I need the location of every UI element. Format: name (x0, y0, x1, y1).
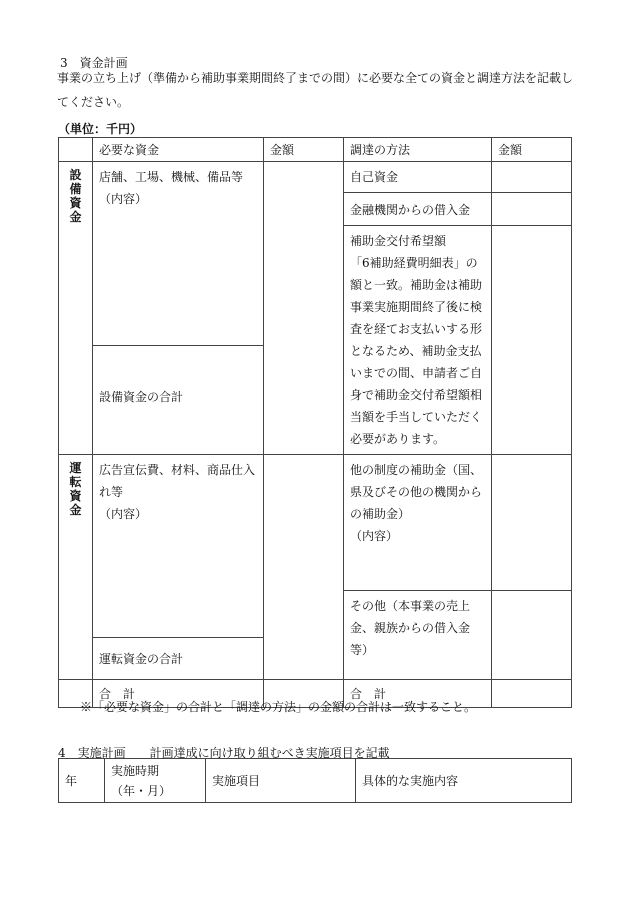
equipment-detail: （内容） (99, 192, 148, 206)
operating-label-cell (59, 455, 93, 680)
col-year: 年 (59, 759, 105, 803)
bank-loan-amount[interactable] (492, 193, 572, 226)
operating-detail: （内容） (99, 507, 148, 521)
equipment-amount-cell[interactable] (264, 162, 344, 455)
equipment-items-cell (93, 162, 264, 346)
header-method: 調達の方法 (344, 138, 492, 162)
operating-amount-cell[interactable] (264, 455, 344, 680)
other-amount[interactable] (492, 591, 572, 680)
operating-label: 運 転 資 金 (69, 461, 82, 517)
equipment-total-cell: 設備資金の合計 (93, 345, 264, 454)
unit-label: （単位：千円） (58, 122, 143, 136)
header-need: 必要な資金 (93, 138, 264, 162)
total-right-amount[interactable] (492, 680, 572, 708)
equipment-label: 設 備 資 金 (69, 168, 82, 224)
col-item: 実施項目 (206, 759, 356, 803)
other-subsidy-detail: （内容） (350, 529, 399, 543)
totals-note: ※「必要な資金」の合計と「調達の方法」の金額の合計は一致すること。 (80, 700, 477, 714)
section-3-heading: 3 資金計画 (60, 56, 128, 70)
total-left-cell: 合 計 (93, 680, 264, 708)
subsidy-note: 「6補助経費明細表」の額と一致。補助金は補助事業実施期間終了後に検査を経てお支払いする形となるため、補助金支払いまでの間、申請者ご自身で補助金交付希望額相当額を手当していただく必要があります。 (350, 256, 483, 446)
header-blank (59, 138, 93, 162)
operating-item: 広告宣伝費、材料、商品仕入れ等 (99, 463, 256, 499)
fund-table (58, 137, 572, 708)
total-right-cell: 合 計 (344, 680, 492, 708)
plan-table (58, 758, 572, 803)
col-detail: 具体的な実施内容 (356, 759, 572, 803)
header-amount-2: 金額 (492, 138, 572, 162)
other-cell: その他（本事業の売上金、親族からの借入金等） (344, 591, 492, 680)
section-3-intro: 事業の立ち上げ（準備から補助事業期間終了までの間）に必要な全ての資金と調達方法を記載してください。 (57, 71, 574, 109)
header-amount: 金額 (264, 138, 344, 162)
equipment-item: 店舗、工場、機械、備品等 (99, 170, 244, 184)
own-funds-cell: 自己資金 (344, 162, 492, 193)
equipment-label-cell (59, 162, 93, 455)
subsidy-title: 補助金交付希望額 (350, 234, 447, 248)
section-4-heading: 4 実施計画 計画達成に向け取り組むべき実施項目を記載 (58, 746, 390, 760)
own-funds-amount[interactable] (492, 162, 572, 193)
operating-items-cell (93, 455, 264, 638)
bank-loan-cell: 金融機関からの借入金 (344, 193, 492, 226)
other-subsidy-cell (344, 455, 492, 591)
subsidy-cell (344, 226, 492, 455)
subsidy-amount[interactable] (492, 226, 572, 455)
operating-total-cell: 運転資金の合計 (93, 638, 264, 680)
other-subsidy: 他の制度の補助金（国、県及びその他の機関からの補助金） (350, 463, 483, 521)
col-period: 実施時期 （年・月） (105, 759, 206, 803)
other-subsidy-amount[interactable] (492, 455, 572, 591)
